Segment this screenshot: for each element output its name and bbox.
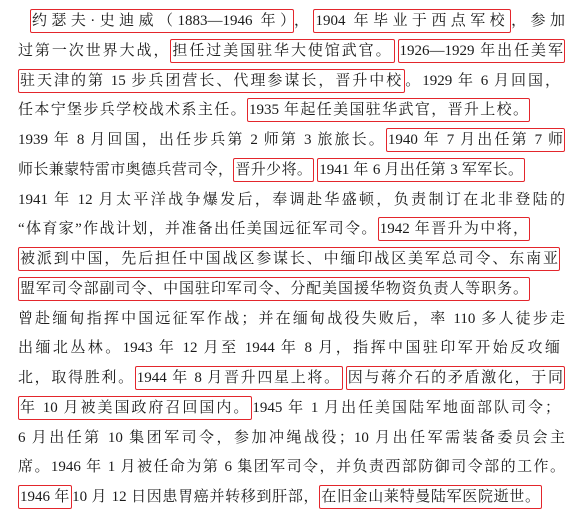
text-run: 任本宁堡步兵学校战术系主任。 [18,102,247,119]
text-line [18,156,565,186]
text-run: 10 月 12 日因患胃癌并转移到肝部， [72,489,320,505]
biography-paragraph [18,7,565,513]
text-run: 过第一次世界大战， [18,42,171,59]
text-run: 1941 年 12 月太平洋战争爆发后，奉调赴华盛顿，负责制订在北非登陆的 [18,191,565,208]
text-run: 席。1946 年 1 月被任命为第 6 集团军司令，并负责西部防御司令部的工作。 [18,459,565,476]
text-line [18,275,565,305]
text-line [18,305,565,335]
highlighted-phrase: 1942 年晋升为中将， [378,217,530,241]
highlighted-phrase: 因与蒋介石的矛盾激化，于同 [346,366,565,390]
highlighted-phrase: 担任过美国驻华大使馆武官。 [170,39,394,63]
text-run: 1945 年 1 月出任美国陆军地面部队司令； [252,399,560,416]
text-line [18,126,565,156]
text-line [18,334,565,364]
text-line [18,394,565,424]
text-line [18,453,565,483]
text-line [18,7,565,37]
text-run: ，参加 [511,13,565,29]
highlighted-phrase: 约瑟夫·史迪威（1883—1946 年） [30,9,294,33]
text-run: 。1929 年 6 月回国， [405,72,560,89]
highlighted-phrase: 驻天津的第 15 步兵团营长、代理参谋长，晋升中校 [18,69,405,93]
highlighted-phrase: 晋升少将。 [233,158,314,182]
text-line [18,364,565,394]
highlighted-phrase: 1944 年 8 月晋升四星上将。 [135,366,343,390]
text-run: 出缅北丛林。1943 年 12 月至 1944 年 8 月，指挥中国驻印军开始反攻缅 [18,340,560,357]
text-line [18,215,565,245]
text-run: 师长兼蒙特雷市奥德兵营司令， [18,161,234,178]
text-run: “体育家”作战计划，并准备出任美国远征军司令。 [18,221,378,238]
text-run: 1939 年 8 月回国，出任步兵第 2 师第 3 旅旅长。 [18,132,386,148]
text-run: 曾赴缅甸指挥中国远征军作战；并在缅甸战役失败后，率 110 多人徒步走 [18,310,565,327]
highlighted-phrase: 1926—1929 年出任美军 [398,39,565,63]
highlighted-phrase: 盟军司令部副司令、中国驻印军司令、分配美国援华物资负责人等职务。 [18,277,530,301]
highlighted-phrase: 1935 年起任美国驻华武官，晋升上校。 [247,98,530,122]
highlighted-phrase: 1941 年 6 月出任第 3 军军长。 [317,158,525,182]
text-run: 北，取得胜利。 [18,370,135,386]
text-line [18,186,565,216]
text-line [18,245,565,275]
text-run: ， [294,13,314,29]
text-line [18,424,565,454]
highlighted-phrase: 被派到中国，先后担任中国战区参谋长、中缅印战区美军总司令、东南亚 [18,247,560,271]
text-line [18,483,565,513]
highlighted-phrase: 1946 年 [18,485,72,509]
highlighted-phrase: 1940 年 7 月出任第 7 师 [386,128,565,152]
highlighted-phrase: 1904 年毕业于西点军校 [313,9,511,33]
text-run: 6 月出任第 10 集团军司令，参加冲绳战役；10 月出任军需装备委员会主 [18,429,565,446]
text-line [18,37,565,67]
text-line [18,67,565,97]
text-line [18,96,565,126]
highlighted-phrase: 在旧金山莱特曼陆军医院逝世。 [319,485,542,509]
highlighted-phrase: 年 10 月被美国政府召回国内。 [18,396,252,420]
